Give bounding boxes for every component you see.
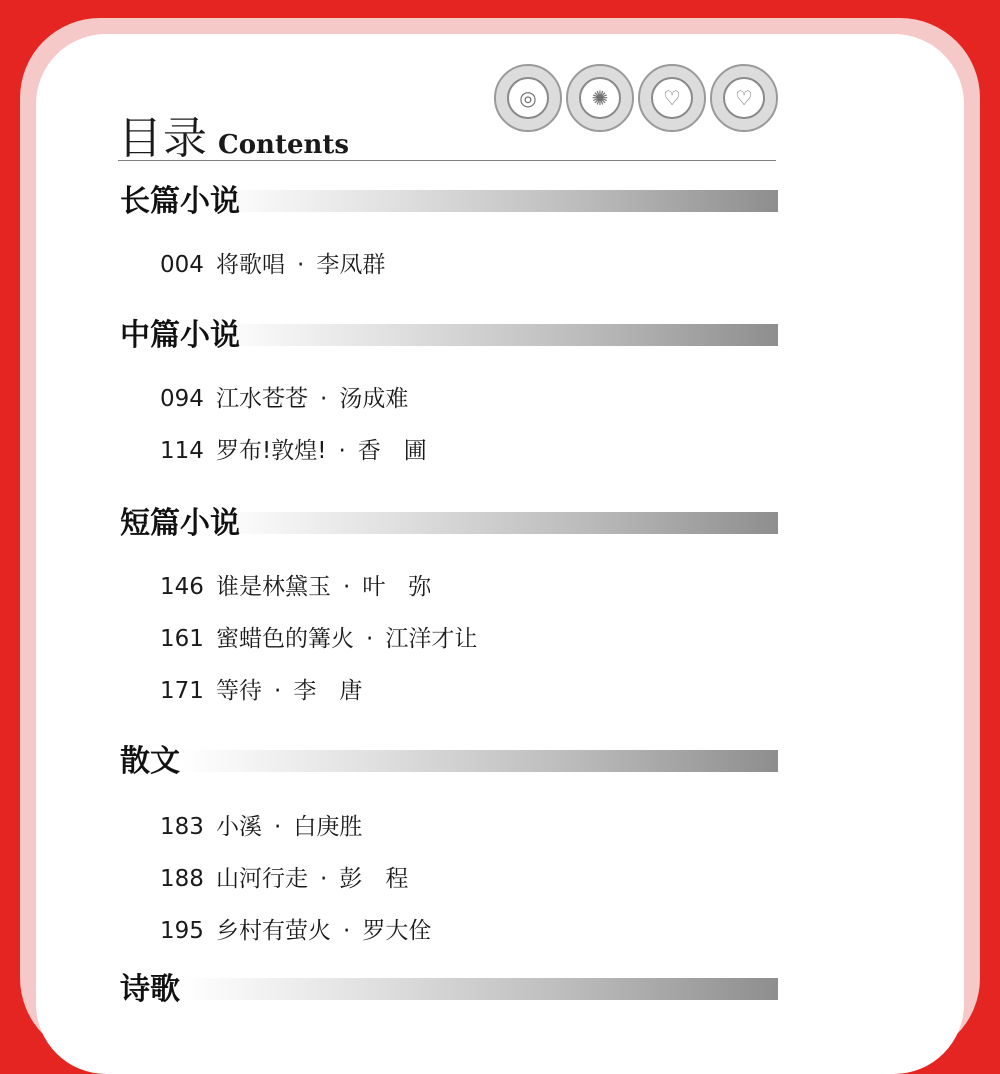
entry-title: 罗布!敦煌! [216,438,327,464]
title-divider [118,160,776,161]
separator: · [343,918,351,944]
entry-title: 乡村有萤火 [216,918,331,944]
title-english: Contents [218,130,350,160]
page-number: 146 [160,574,204,600]
section-bar [214,324,778,346]
toc-entry[interactable] [160,860,408,893]
page-number: 094 [160,386,204,412]
page-number: 161 [160,626,204,652]
section-bar [214,190,778,212]
entry-author: 汤成难 [339,386,409,412]
toc-entry[interactable] [160,672,362,705]
separator: · [274,814,282,840]
separator: · [320,866,328,892]
page-number: 195 [160,918,204,944]
toc-entry[interactable] [160,568,431,601]
separator: · [320,386,328,412]
section-bar [182,978,778,1000]
page-number: 004 [160,252,204,278]
toc-entry[interactable] [160,620,477,653]
award-badges [494,64,784,134]
entry-title: 谁是林黛玉 [216,574,331,600]
page-title [118,102,349,166]
page-number: 114 [160,438,204,464]
award-seal-icon: ♡ [638,64,706,132]
section-title: 短篇小说 [120,506,240,541]
entry-author: 彭 程 [339,866,409,892]
page-number: 183 [160,814,204,840]
separator: · [274,678,282,704]
section-title: 诗歌 [120,972,180,1007]
entry-title: 小溪 [216,814,262,840]
entry-author: 香 圃 [357,438,427,464]
toc-entry[interactable] [160,246,385,279]
separator: · [366,626,374,652]
entry-author: 白庚胜 [293,814,363,840]
entry-title: 将歌唱 [216,252,285,278]
toc-entry[interactable] [160,912,431,945]
award-seal-icon: ◎ [494,64,562,132]
section-title: 散文 [120,744,180,779]
entry-author: 叶 弥 [362,574,432,600]
section-title: 长篇小说 [120,184,240,219]
toc-entry[interactable] [160,380,408,413]
title-chinese: 目录 [118,113,208,164]
page-number: 171 [160,678,204,704]
entry-title: 山河行走 [216,866,308,892]
toc-entry[interactable] [160,432,427,465]
award-seal-icon: ✺ [566,64,634,132]
entry-title: 等待 [216,678,262,704]
section-bar [214,512,778,534]
entry-title: 蜜蜡色的篝火 [216,626,354,652]
page-number: 188 [160,866,204,892]
section-title: 中篇小说 [120,318,240,353]
entry-author: 罗大佺 [362,918,432,944]
entry-title: 江水苍苍 [216,386,308,412]
toc-entry[interactable] [160,808,362,841]
section-bar [182,750,778,772]
award-seal-icon: ♡ [710,64,778,132]
contents-page [36,34,964,1074]
separator: · [338,438,346,464]
separator: · [343,574,351,600]
separator: · [297,252,305,278]
entry-author: 李凤群 [316,252,386,278]
entry-author: 李 唐 [293,678,363,704]
entry-author: 江洋才让 [385,626,478,652]
